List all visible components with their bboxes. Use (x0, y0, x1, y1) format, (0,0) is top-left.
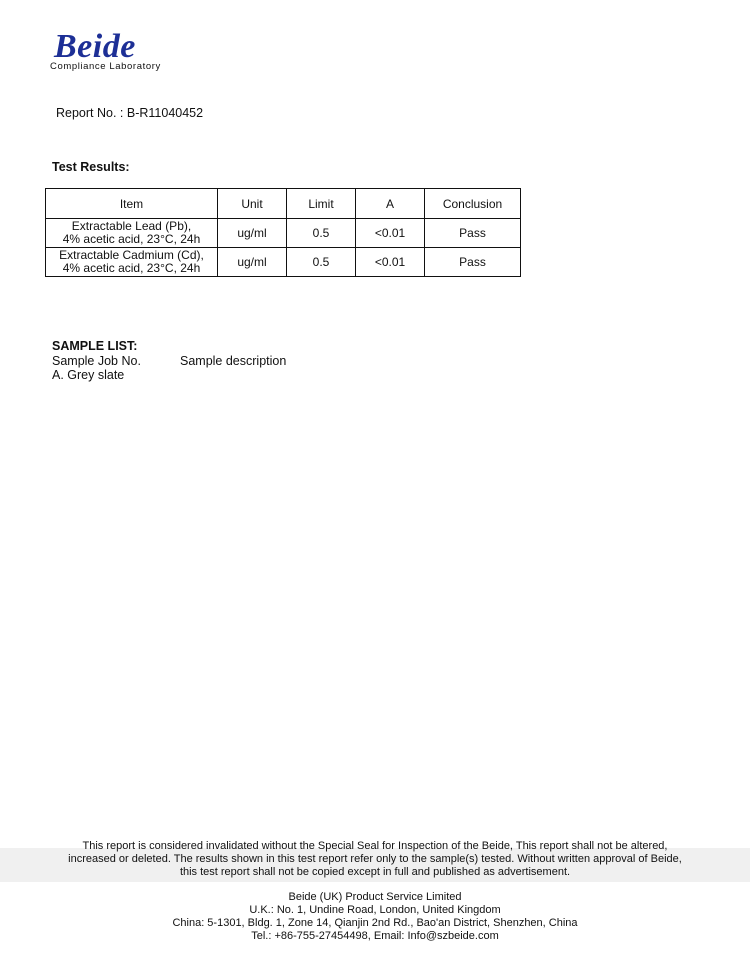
footer-uk-address: U.K.: No. 1, Undine Road, London, United Kingdom (249, 904, 501, 916)
company-logo (50, 28, 200, 76)
table-row (46, 219, 521, 248)
sample-description-header: Sample description (180, 354, 287, 368)
disclaimer-line: this test report shall not be copied except in full and published as advertisement. (179, 866, 571, 878)
cell-limit: 0.5 (287, 248, 356, 277)
cell-limit: 0.5 (287, 219, 356, 248)
report-number-label: Report No. : (56, 106, 124, 120)
footer-contact: Tel.: +86-755-27454498, Email: Info@szbeide.com (251, 930, 499, 942)
footer-china-address: China: 5-1301, Bldg. 1, Zone 14, Qianjin 2nd Rd., Bao'an District, Shenzhen, China (172, 917, 578, 929)
logo-wordmark: Beide (54, 28, 136, 65)
column-header-a: A (356, 189, 425, 219)
cell-conclusion: Pass (425, 248, 521, 277)
report-number-value: B-R11040452 (126, 106, 204, 120)
report-number (56, 106, 203, 120)
column-header-conclusion: Conclusion (425, 189, 521, 219)
item-name: Extractable Cadmium (Cd), (59, 248, 204, 262)
item-name: Extractable Lead (Pb), (71, 219, 192, 233)
footer-company-name: Beide (UK) Product Service Limited (288, 891, 462, 903)
item-conditions: 4% acetic acid, 23°C, 24h (62, 232, 201, 246)
cell-unit: ug/ml (218, 248, 287, 277)
cell-item (46, 219, 218, 248)
table-header-row (46, 189, 521, 219)
sample-job-no-header: Sample Job No. (52, 354, 141, 368)
disclaimer-line: This report is considered invalidated without the Special Seal for Inspection of the Beide, This report shall not be altered, (82, 840, 668, 852)
column-header-limit: Limit (287, 189, 356, 219)
cell-conclusion: Pass (425, 219, 521, 248)
logo-subtitle: Compliance Laboratory (50, 61, 161, 72)
test-results-title: Test Results: (52, 160, 130, 174)
column-header-item: Item (46, 189, 218, 219)
cell-item (46, 248, 218, 277)
cell-a: <0.01 (356, 219, 425, 248)
results-table (45, 188, 521, 277)
table-row (46, 248, 521, 277)
cell-a: <0.01 (356, 248, 425, 277)
company-footer (0, 891, 750, 943)
column-header-unit: Unit (218, 189, 287, 219)
item-conditions: 4% acetic acid, 23°C, 24h (62, 261, 201, 275)
disclaimer-line: increased or deleted. The results shown in this test report refer only to the sample(s) tested. Without written approval of Beide, (68, 853, 682, 865)
sample-item: A. Grey slate (52, 368, 125, 382)
sample-list-title: SAMPLE LIST: (52, 339, 138, 353)
disclaimer (0, 840, 750, 879)
cell-unit: ug/ml (218, 219, 287, 248)
